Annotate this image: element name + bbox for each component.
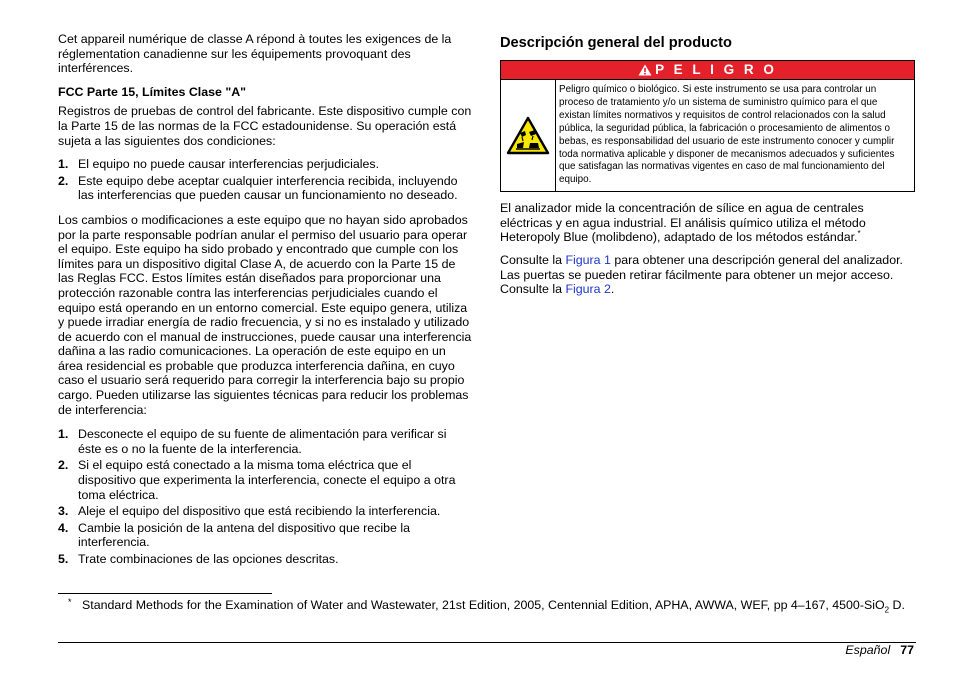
canada-statement: Cet appareil numérique de classe A répond à toutes les exigences de la réglementation canadienne sur les équipements provoquant des interférences. [58, 32, 452, 76]
chemical-hazard-icon [506, 116, 550, 156]
right-column [500, 32, 915, 297]
footnote-divider [58, 593, 272, 594]
changes-paragraph: Los cambios o modificaciones a este equipo que no hayan sido aprobados por la parte responsable podrían anular el permiso del usuario para operar el equipo. Este equipo ha sido probado y encontrado que cumple con los límites para un dispositivo digital Clase A, de acuerdo con la Parte 15 de las Reglas FCC. Estos límites están diseñados para proporcionar una protección razonable contra las interferencias perjudiciales cuando el equipo está operando en un entorno comercial. Este equipo genera, utiliza y puede irradiar energía de radio frecuencia, y si no es instalado y utilizado de acuerdo con el manual de instrucciones, puede causar una interferencia dañina a las radio comunicaciones. La operación de este equipo en un área residencial es probable que produzca interferencia dañina, en cuyo caso el usuario será requerido para corregir la interferencia bajo su propio cargo. Pueden utilizarse las siguientes técnicas para reducir los problemas de interferencia: [58, 212, 472, 417]
danger-notice [500, 60, 915, 192]
footer-divider [58, 642, 916, 643]
warning-triangle-icon [638, 64, 652, 76]
footnote-mark: * [68, 597, 72, 607]
danger-icon-cell [501, 80, 556, 191]
fcc-intro: Registros de pruebas de control del fabricante. Este dispositivo cumple con la Parte 15 de las normas de la FCC estadounidense. Su operación está sujeta a las siguientes dos condiciones: [58, 104, 472, 148]
figure-2-link[interactable]: Figura 2 [565, 282, 611, 297]
fcc-heading: FCC Parte 15, Límites Clase "A" [58, 84, 247, 99]
list-item: 2. Este equipo debe aceptar cualquier interferencia recibida, incluyendo las interferencias que pueden causar un funcionamiento no deseado. [58, 173, 458, 203]
footnote-ref: * [857, 229, 861, 239]
conditions-list [58, 157, 472, 203]
list-item: 1. El equipo no puede causar interferencias perjudiciales. [58, 157, 380, 172]
page-footer [845, 643, 914, 657]
danger-body [501, 80, 914, 191]
page-number: 77 [900, 643, 914, 657]
left-column [58, 32, 472, 569]
footnote-text: Standard Methods for the Examination of Water and Wastewater, 21st Edition, 2005, Centennial Edition, APHA, AWWA, WEF, pp 4–167, 4500-SiO$_2$ D. [82, 598, 905, 615]
danger-label: P E L I G R O [655, 62, 777, 77]
list-item: 1. Desconecte el equipo de su fuente de alimentación para verificar si éste es o no la fuente de la interferencia. [58, 427, 447, 456]
figure-1-link[interactable]: Figura 1 [565, 253, 611, 268]
footer-language: Español [845, 643, 891, 657]
section-title: Descripción general del producto [500, 35, 732, 51]
list-item: 4. Cambie la posición de la antena del dispositivo que recibe la interferencia. [58, 520, 411, 550]
techniques-list [58, 427, 472, 566]
analyzer-description: El analizador mide la concentración de sílice en agua de centrales eléctricas y en agua industrial. El análisis químico utiliza el método Heteropoly Blue (molibdeno), adaptado de los métodos estándar.* [500, 201, 866, 245]
consult-paragraph: Consulte la Figura 1 para obtener una descripción general del analizador. Las puertas se pueden retirar fácilmente para obtener un mejor acceso. Consulte la Figura 2. [500, 253, 903, 297]
list-item: 2. Si el equipo está conectado a la misma toma eléctrica que el dispositivo que experimenta la interferencia, conecte el equipo a otra toma eléctrica. [58, 458, 456, 502]
list-item: 3. Aleje el equipo del dispositivo que está recibiendo la interferencia. [58, 504, 441, 519]
footnote [68, 598, 918, 613]
danger-header [501, 61, 914, 80]
danger-text: Peligro químico o biológico. Si este instrumento se usa para controlar un proceso de tratamiento y/o un sistema de suministro químico para el que existan límites normativos y requisitos de control relacionados con la salud pública, la seguridad pública, la fabricación o procesamiento de alimentos o bebas, es responsabilidad del usuario de este instrumento conocer y cumplir toda normativa aplicable y disponer de mecanismos adecuados y suficientes que satisfagan las normativas vigentes en caso de mal funcionamiento del equipo. [559, 84, 895, 186]
list-item: 5. Trate combinaciones de las opciones descritas. [58, 552, 339, 566]
